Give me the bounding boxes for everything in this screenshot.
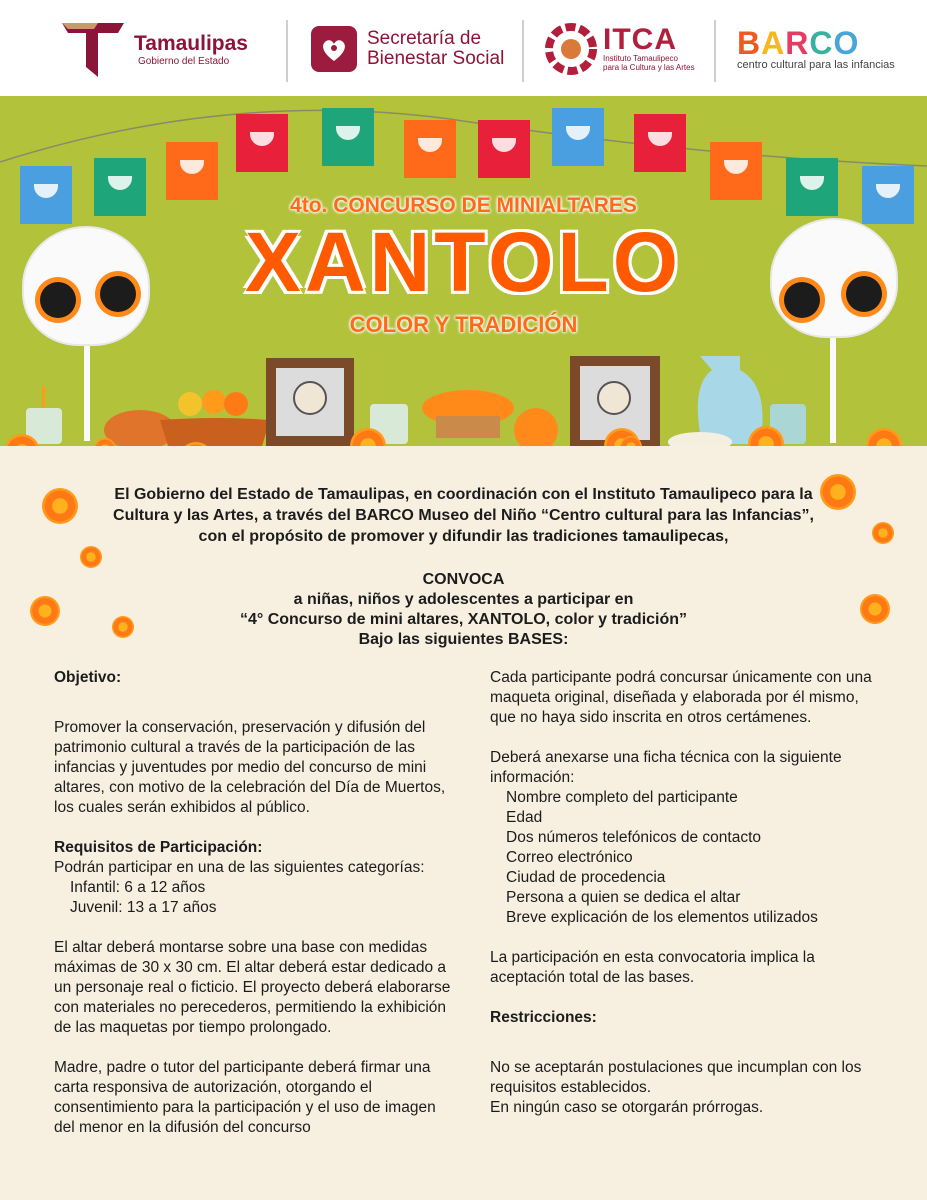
papel-picado-flag xyxy=(322,108,374,166)
papel-picado-flag xyxy=(236,114,288,172)
altar-table xyxy=(0,446,927,466)
restricciones-text: En ningún caso se otorgarán prórrogas. xyxy=(490,1099,764,1116)
tamaulipas-logo xyxy=(58,14,248,84)
ficha-item: Nombre completo del participante xyxy=(506,789,738,806)
papel-picado-flag xyxy=(166,142,218,200)
skull-eye xyxy=(784,282,820,318)
marigold-flower xyxy=(860,594,890,624)
tutor-text: Madre, padre o tutor del participante deberá firmar una carta responsiva de autorización, otorgando el consentimiento para la participación y el uso de imagen del menor en la difusión del concurso xyxy=(54,1059,436,1136)
marigold-flower xyxy=(42,488,78,524)
header-logos xyxy=(0,0,927,96)
ficha-text: Deberá anexarse una ficha técnica con la siguiente información: xyxy=(490,749,842,786)
contest-title: XANTOLO xyxy=(244,215,683,309)
papel-picado-flag xyxy=(634,114,686,172)
convoca-line: Bajo las siguientes BASES: xyxy=(358,631,569,648)
intro-paragraph xyxy=(110,484,817,547)
banner xyxy=(0,96,927,466)
tamaulipas-t-icon xyxy=(58,17,128,81)
altar-text: El altar deberá montarse sobre una base con medidas máximas de 30 x 30 cm. El altar deberá estar dedicado a un personaje real o ficticio. El proyecto deberá elaborarse con materiales no perecederos, permitiendo la exhibición de las maquetas por tiempo prolongado. xyxy=(54,939,451,1036)
tamaulipas-sub: Gobierno del Estado xyxy=(138,55,230,67)
header-divider xyxy=(522,20,524,82)
intro-line: con el propósito de promover y difundir las tradiciones tamaulipecas, xyxy=(198,528,729,545)
category-infantil: Infantil: 6 a 12 años xyxy=(70,879,206,896)
marigold-flower xyxy=(30,596,60,626)
maqueta-text: Cada participante podrá concursar únicamente con una maqueta original, diseñada y elaborada por él mismo, que no haya sido inscrita en otros certámenes. xyxy=(490,669,872,726)
convoca-line: a niñas, niños y adolescentes a participar en xyxy=(293,591,634,608)
sugar-skull-right xyxy=(770,218,898,338)
papel-picado-flag xyxy=(404,120,456,178)
requisitos-heading: Requisitos de Participación: xyxy=(54,839,263,856)
barco-name: BARCO xyxy=(737,25,860,61)
secretaria-line1: Secretaría de xyxy=(367,28,482,49)
itca-sub2: para la Cultura y las Artes xyxy=(603,63,695,72)
ficha-item: Ciudad de procedencia xyxy=(506,869,666,886)
contest-subtitle: COLOR Y TRADICIÓN xyxy=(349,312,578,337)
objetivo-text: Promover la conservación, preservación y difusión del patrimonio cultural a través de la participación de las infancias y juventudes por medio del concurso de mini altares, con motivo de la celebración del Día de Muertos, los cuales serán exhibidos al público. xyxy=(54,719,446,816)
sugar-skull-left xyxy=(22,226,150,346)
intro-line: Cultura y las Artes, a través del BARCO Museo del Niño “Centro cultural para las Infancias”, xyxy=(113,507,814,524)
altar-offerings xyxy=(0,346,927,456)
ficha-item: Dos números telefónicos de contacto xyxy=(506,829,762,846)
itca-sub1: Instituto Tamaulipeco xyxy=(603,54,679,63)
tamaulipas-name: Tamaulipas xyxy=(134,31,248,55)
marigold-flower xyxy=(872,522,894,544)
skull-eye xyxy=(40,282,76,318)
itca-logo xyxy=(545,14,695,84)
convoca-block xyxy=(110,570,817,650)
skull-eye xyxy=(100,276,136,312)
bases-right-column xyxy=(490,668,874,1118)
papel-picado-flag xyxy=(478,120,530,178)
marigold-flower xyxy=(80,546,102,568)
bases-left-column xyxy=(54,668,458,1138)
restricciones-heading: Restricciones: xyxy=(490,1009,597,1026)
itca-name: ITCA xyxy=(603,23,677,56)
barco-logo xyxy=(737,14,895,84)
aceptacion-text: La participación en esta convocatoria implica la aceptación total de las bases. xyxy=(490,949,815,986)
requisitos-intro: Podrán participar en una de las siguientes categorías: xyxy=(54,859,425,876)
papel-picado-flag xyxy=(552,108,604,166)
objetivo-heading: Objetivo: xyxy=(54,669,122,686)
secretaria-line2: Bienestar Social xyxy=(367,48,505,69)
convoca-line: “4° Concurso de mini altares, XANTOLO, color y tradición” xyxy=(239,611,688,628)
header-divider xyxy=(714,20,716,82)
barco-sub: centro cultural para las infancias xyxy=(737,59,895,71)
ficha-item: Breve explicación de los elementos utilizados xyxy=(506,909,818,926)
header-divider xyxy=(286,20,288,82)
restricciones-text: No se aceptarán postulaciones que incumplan con los requisitos establecidos. xyxy=(490,1059,862,1096)
ficha-item: Persona a quien se dedica el altar xyxy=(506,889,741,906)
ficha-item: Edad xyxy=(506,809,543,826)
intro-line: El Gobierno del Estado de Tamaulipas, en coordinación con el Instituto Tamaulipeco para la xyxy=(114,486,813,503)
marigold-flower xyxy=(820,474,856,510)
convoca-heading: CONVOCA xyxy=(422,571,505,588)
papel-picado-flag xyxy=(710,142,762,200)
secretaria-logo xyxy=(311,14,504,84)
bienestar-heart-icon xyxy=(311,26,357,72)
ficha-item: Correo electrónico xyxy=(506,849,633,866)
contest-edition: 4to. CONCURSO DE MINIALTARES xyxy=(290,194,637,217)
skull-eye xyxy=(846,276,882,312)
category-juvenil: Juvenil: 13 a 17 años xyxy=(70,899,217,916)
itca-circle-icon xyxy=(545,23,597,75)
